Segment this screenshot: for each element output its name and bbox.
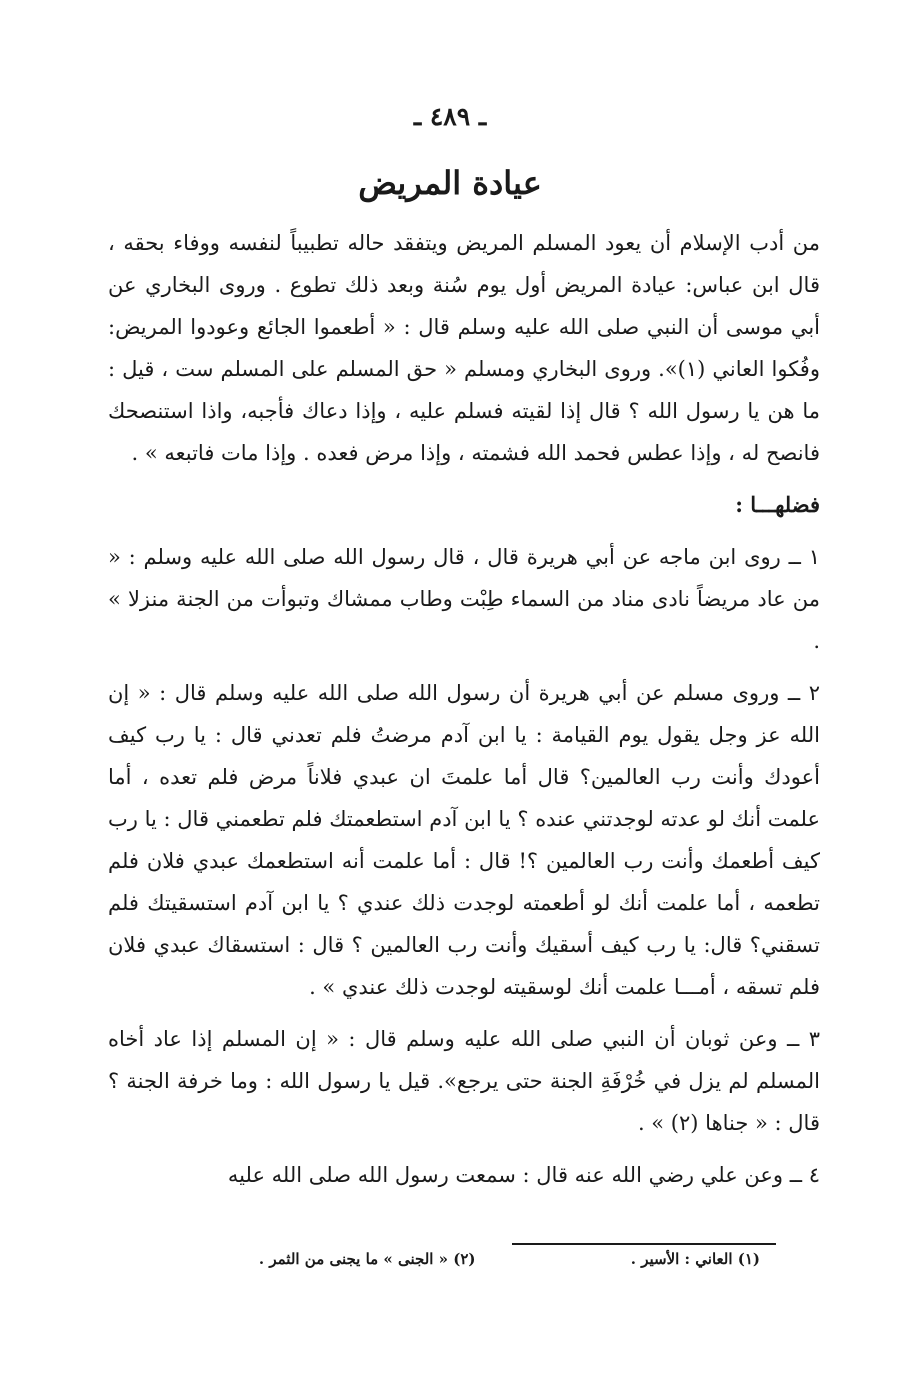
- list-item: ٤ ــ وعن علي رضي الله عنه قال : سمعت رسول الله صلى الله عليه: [227, 1163, 820, 1187]
- footnote-separator: [512, 1243, 776, 1245]
- list-item: ١ ــ روى ابن ماجه عن أبي هريرة قال ، قال رسول الله صلى الله عليه وسلم : « من عاد مريضاً نادى مناد من السماء طِبْت وطاب ممشاك وتبوأت من الجنة منزلا » .: [108, 545, 820, 653]
- section-heading: فضلهـــا :: [735, 492, 820, 517]
- footnote-2: (٢) « الجنى » ما يجنى من الثمر .: [258, 1250, 476, 1268]
- page-number: ـ ٤٨٩ ـ: [413, 102, 487, 131]
- intro-paragraph: من أدب الإسلام أن يعود المسلم المريض ويتفقد حاله تطبيباً لنفسه ووفاء بحقه ، قال ابن عباس: عيادة المريض أول يوم سُنة وبعد ذلك تطوع . وروى البخاري عن أبي موسى أن النبي صلى الله عليه وسلم قال : « أطعموا الجائع وعودوا المريض: وفُكوا العاني (١)». وروى البخاري ومسلم « حق المسلم على المسلم ست ، قيل : ما هن يا رسول الله ؟ قال إذا لقيته فسلم عليه ، وإذا دعاك فأجبه، واذا استنصحك فانصح له ، وإذا عطس فحمد الله فشمته ، وإذا مرض فعده . وإذا مات فاتبعه » .: [108, 231, 820, 465]
- list-item: ٢ ــ وروى مسلم عن أبي هريرة أن رسول الله صلى الله عليه وسلم قال : « إن الله عز وجل يقول يوم القيامة : يا ابن آدم مرضتُ فلم تعدني قال : يا رب كيف أعودك وأنت رب العالمين؟ قال أما علمتَ ان عبدي فلاناً مرض فلم تعده ، أما علمت أنك لو عدته لوجدتني عنده ؟ يا ابن آدم استطعمتك فلم تطعمني قال : يا رب كيف أطعمك وأنت رب العالمين ؟! قال : أما علمت أنه استطعمك عبدي فلان فلم تطعمه ، أما علمت أنك لو أطعمته لوجدت ذلك عندي ؟ يا ابن آدم استسقيتك فلم تسقني؟ قال: يا رب كيف أسقيك وأنت رب العالمين ؟ قال : استسقاك عبدي فلان فلم تسقه ، أمـــا علمت أنك لوسقيته لوجدت ذلك عندي » .: [108, 681, 820, 999]
- list-item: ٣ ــ وعن ثوبان أن النبي صلى الله عليه وسلم قال : « إن المسلم إذا عاد أخاه المسلم لم يزل في خُرْفَةِ الجنة حتى يرجع». قيل يا رسول الله : وما خرفة الجنة ؟ قال : « جناها (٢) » .: [108, 1027, 820, 1135]
- intro-block: [108, 222, 820, 1206]
- footnote-1: (١) العاني : الأسير .: [630, 1250, 760, 1268]
- chapter-title: عيادة المريض: [358, 164, 542, 202]
- footnotes: [200, 1250, 760, 1268]
